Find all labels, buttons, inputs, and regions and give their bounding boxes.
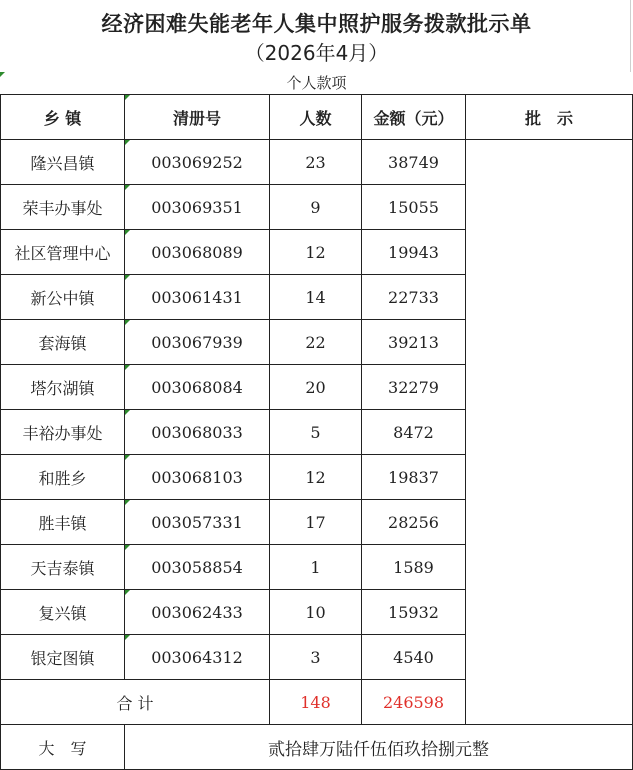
row-register-no: 003064312 (125, 635, 270, 680)
allocation-table (0, 94, 633, 770)
row-town: 银定图镇 (1, 635, 125, 680)
title-area (0, 0, 631, 72)
row-amount: 28256 (362, 500, 466, 545)
row-register-no: 003061431 (125, 275, 270, 320)
row-town: 套海镇 (1, 320, 125, 365)
table-row (1, 140, 633, 185)
header-count: 人数 (270, 95, 362, 140)
row-amount: 4540 (362, 635, 466, 680)
row-count: 10 (270, 590, 362, 635)
row-register-no: 003067939 (125, 320, 270, 365)
row-amount: 19837 (362, 455, 466, 500)
row-count: 1 (270, 545, 362, 590)
row-register-no: 003068103 (125, 455, 270, 500)
capital-row (1, 725, 633, 770)
document-period: （2026年4月） (244, 41, 389, 65)
row-count: 22 (270, 320, 362, 365)
cell-marker (125, 140, 130, 145)
capital-amount: 贰拾肆万陆仟伍佰玖拾捌元整 (125, 725, 633, 770)
cell-marker (125, 95, 130, 100)
header-amount: 金额（元） (362, 95, 466, 140)
section-label: 个人款项 (286, 74, 347, 92)
row-town: 天吉泰镇 (1, 545, 125, 590)
total-label: 合 计 (1, 680, 270, 725)
row-count: 9 (270, 185, 362, 230)
row-count: 23 (270, 140, 362, 185)
row-count: 12 (270, 455, 362, 500)
row-amount: 15055 (362, 185, 466, 230)
document-title: 经济困难失能老年人集中照护服务拨款批示单 (101, 11, 532, 36)
row-amount: 32279 (362, 365, 466, 410)
row-amount: 39213 (362, 320, 466, 365)
row-register-no: 003069351 (125, 185, 270, 230)
row-register-no: 003068033 (125, 410, 270, 455)
row-count: 14 (270, 275, 362, 320)
cell-marker (125, 275, 130, 280)
cell-marker (125, 635, 130, 640)
cell-marker (125, 230, 130, 235)
row-count: 20 (270, 365, 362, 410)
cell-marker (125, 545, 130, 550)
row-amount: 38749 (362, 140, 466, 185)
row-count: 5 (270, 410, 362, 455)
total-amount: 246598 (362, 680, 466, 725)
cell-marker (125, 365, 130, 370)
row-town: 塔尔湖镇 (1, 365, 125, 410)
row-register-no: 003057331 (125, 500, 270, 545)
row-register-no: 003068089 (125, 230, 270, 275)
row-town: 丰裕办事处 (1, 410, 125, 455)
row-town: 新公中镇 (1, 275, 125, 320)
row-register-no: 003068084 (125, 365, 270, 410)
approval-cell[interactable] (466, 140, 633, 725)
cell-marker (125, 500, 130, 505)
row-town: 和胜乡 (1, 455, 125, 500)
cell-marker (125, 590, 130, 595)
row-count: 3 (270, 635, 362, 680)
row-amount: 15932 (362, 590, 466, 635)
row-amount: 19943 (362, 230, 466, 275)
row-register-no: 003058854 (125, 545, 270, 590)
row-town: 隆兴昌镇 (1, 140, 125, 185)
row-amount: 8472 (362, 410, 466, 455)
row-town: 复兴镇 (1, 590, 125, 635)
header-approval: 批 示 (466, 95, 633, 140)
row-town: 荣丰办事处 (1, 185, 125, 230)
capital-label: 大 写 (1, 725, 125, 770)
cell-marker (125, 455, 130, 460)
row-town: 社区管理中心 (1, 230, 125, 275)
row-town: 胜丰镇 (1, 500, 125, 545)
row-count: 12 (270, 230, 362, 275)
total-count: 148 (270, 680, 362, 725)
row-amount: 1589 (362, 545, 466, 590)
row-register-no: 003062433 (125, 590, 270, 635)
header-register-no: 清册号 (125, 95, 270, 140)
row-register-no: 003069252 (125, 140, 270, 185)
row-amount: 22733 (362, 275, 466, 320)
header-town: 乡 镇 (1, 95, 125, 140)
cell-marker (125, 185, 130, 190)
row-count: 17 (270, 500, 362, 545)
header-row (1, 95, 633, 140)
cell-marker (125, 410, 130, 415)
cell-marker (125, 320, 130, 325)
